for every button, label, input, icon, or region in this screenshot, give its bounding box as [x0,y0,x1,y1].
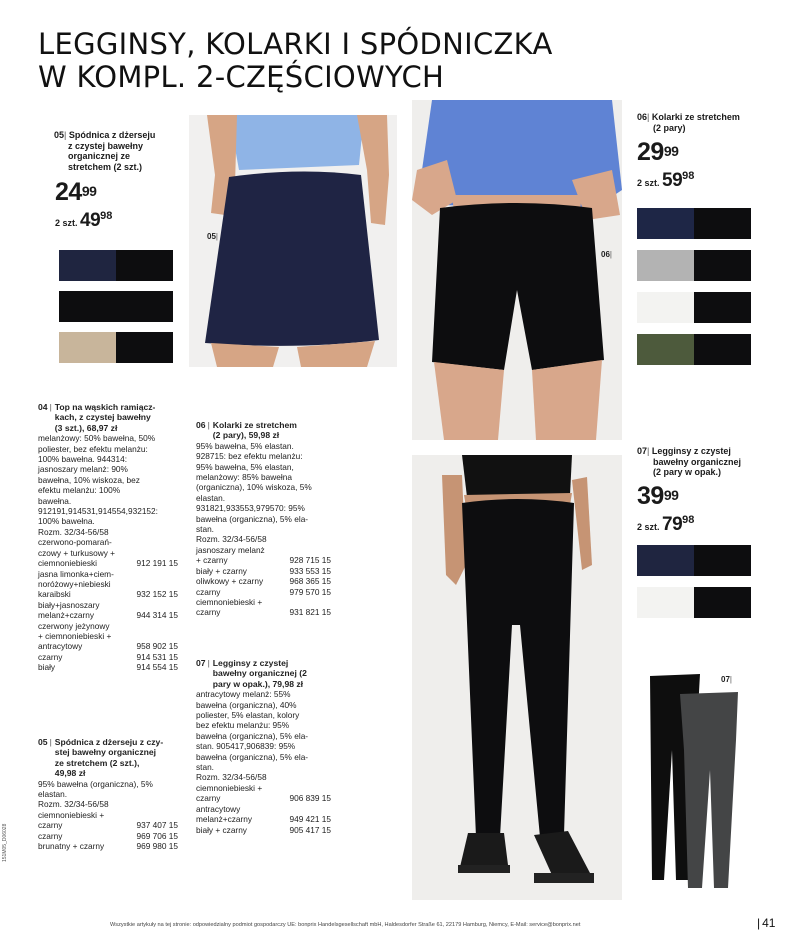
desc-04-body: melanżowy: 50% bawełna, 50% poliester, bez efektu melanżu: 100% bawełna. 944314: jasnoszary melanż: 90% bawełna, 10% wiskoza, bez efektu melanżu: 100% bawełna. 912191,914531,914554,932152: 100% bawełna. Rozm. 32/34-56/58 [38,433,158,537]
article-code: 933 553 15 [289,565,331,576]
color-name: biały + czarny [196,565,247,576]
article-code: 979 570 15 [289,586,331,597]
code-row [196,597,331,618]
color-swatch [694,334,751,365]
color-swatch [116,332,173,363]
color-swatch [637,292,694,323]
page-number: | 41 [757,916,776,930]
product-07-price: $39^{99}$ [637,482,679,510]
desc-06: 06 | Kolarki ze stretchem (2 pary), 59,98 zł 95% bawełna, 5% elastan. 928715: bez efektu melanżu: 95% bawełna, 5% elastan, melanżowy: 85% bawełna (organiczna), 10% wiskoza, 5% elastan. 931821,933553,979570: 95% bawełna (organiczna), 5% ela- stan. Rozm. 32/34-56/58 jasnoszary melanż + czarny 928 715 15 biały + czarny 933 553 15 oliwkowy + czarny 968 365 15 czarny 979 570 15 ciemnoniebieski + czarny 931 821 15 [196,420,331,618]
code-row [196,804,331,825]
photo-06-tag: 06| [601,250,612,259]
color-swatch [637,334,694,365]
product-07-price-two: 2 szt. $79^{98}$ [637,514,695,535]
desc-04-codes [38,537,178,672]
code-row [38,841,178,851]
color-name: jasnoszary melanż + czarny [196,544,265,566]
color-name: czarny [38,830,63,841]
code-row [38,831,178,841]
article-code: 905 417 15 [289,824,331,835]
product-07-name-2: bawełny organicznej [653,456,742,467]
color-swatch [59,250,116,281]
color-swatch [637,545,694,576]
color-name: ciemnoniebieski + czarny [196,782,263,804]
product-05-name-2: z czystej bawełny [68,140,144,151]
desc-06-head: Kolarki ze stretchem (2 pary), 59,98 zł [212,420,297,441]
article-code: 906 839 15 [289,793,331,804]
product-06-price: $29^{99}$ [637,138,679,166]
code-row [196,783,331,804]
side-code: 151M05_D06028 [2,823,8,862]
article-code: 912 191 15 [136,558,178,569]
footer-legal: Wszystkie artykuły na tej stronie: odpowiedzialny podmiot gospodarczy UE: bonprix Handelsgesellschaft mbH, Haldesdorfer Straße 61, 22179 Hamburg, Niemcy, E-Mail: service@bonprix.net [110,922,581,928]
desc-05-body: 95% bawełna (organiczna), 5% elastan. Rozm. 32/34-56/58 [38,778,153,810]
page-title [38,28,553,94]
color-name: czarny [38,651,63,662]
product-05-name-3: organicznej ze [68,151,131,161]
code-row [38,600,178,621]
desc-05: 05 | Spódnica z dżerseju z czy- stej bawełny organicznej ze stretchem (2 szt.), 49,98 zł 95% bawełna (organiczna), 5% elastan. Rozm. 32/34-56/58 ciemnoniebieski + czarny 937 407 15 czarny 969 706 15 brunatny + czarny 969 980 15 [38,737,178,852]
article-code: 968 365 15 [289,576,331,587]
article-code: 937 407 15 [136,820,178,831]
title-line-1: LEGGINSY, KOLARKI I SPÓDNICZKA [38,27,553,61]
product-07-name-3: (2 pary w opak.) [653,467,722,477]
code-row [38,537,178,568]
color-swatch [116,250,173,281]
photo-07-tag: 07| [721,675,732,684]
color-name: brunatny + czarny [38,841,105,852]
skirt-photo [189,115,397,367]
article-code: 969 706 15 [136,830,178,841]
desc-07-codes [196,783,331,835]
desc-07: 07 | Legginsy z czystej bawełny organicznej (2 pary w opak.), 79,98 zł antracytowy melanż: 55% bawełna (organiczna), 40% poliester, 5% elastan, kolory bez efektu melanżu: 95% bawełna (organiczna), 5% ela- stan. 905417,906839: 95% bawełna (organiczna), 5% ela- stan. Rozm. 32/34-56/58 ciemnoniebieski + czarny 906 839 15 antracytowy melanż+czarny 949 421 15 biały + czarny 905 417 15 [196,658,331,835]
article-code: 914 531 15 [136,651,178,662]
color-name: ciemnoniebieski + czarny [38,809,105,831]
color-name: czerwony jeżynowy + ciemnoniebieski + antracytowy [38,620,112,652]
product-06-price-two: 2 szt. $59^{98}$ [637,170,695,191]
product-06-name-1: Kolarki ze stretchem [651,112,740,122]
desc-06-body: 95% bawełna, 5% elastan. 928715: bez efektu melanżu: 95% bawełna, 5% elastan, melanżowy: 85% bawełna (organiczna), 10% wiskoza, 5% elastan. 931821,933553,979570: 95% bawełna (organiczna), 5% ela- stan. Rozm. 32/34-56/58 [196,440,312,545]
article-code: 928 715 15 [289,555,331,566]
article-code: 914 554 15 [136,662,178,673]
code-row [196,576,331,586]
product-07-name-1: Legginsy z czystej [651,446,731,456]
color-name: ciemnoniebieski + czarny [196,596,263,618]
product-06-name-2: (2 pary) [653,122,686,133]
product-05-price-two: 2 szt. $49^{98}$ [55,210,113,231]
color-swatch [637,250,694,281]
color-name: czerwono-pomarań- czowy + turkusowy + ciemnoniebieski [38,537,116,569]
desc-07-head: Legginsy z czystej bawełny organicznej (2 pary w opak.), 79,98 zł [212,658,307,689]
color-swatch [694,545,751,576]
product-06-label: 06| Kolarki ze stretchem (2 pary) [637,112,767,133]
code-row [38,810,178,831]
photo-05-tag: 05| [207,232,218,241]
code-row [38,662,178,672]
color-name: biały+jasnoszary melanż+czarny [38,599,100,621]
bike-shorts-photo [412,100,622,440]
product-07-label: 07| Legginsy z czystej bawełny organicznej (2 pary w opak.) [637,446,777,478]
color-swatch [694,292,751,323]
desc-05-codes [38,810,178,852]
color-swatch [637,208,694,239]
color-name: biały [38,662,56,673]
desc-06-codes [196,545,331,618]
color-swatch [116,291,173,322]
product-05-price: $24^{99}$ [55,178,97,206]
leggings-flat-photo [640,670,745,900]
product-05-label: 05| Spódnica z dżerseju z czystej bawełny organicznej ze stretchem (2 szt.) [54,130,184,172]
color-name: biały + czarny [196,824,247,835]
color-name: czarny [196,586,221,597]
title-line-2: W KOMPL. 2-CZĘŚCIOWYCH [38,60,445,94]
desc-04-head: Top na wąskich ramiącz- kach, z czystej bawełny (3 szt.), 68,97 zł [54,402,156,433]
color-name: oliwkowy + czarny [196,576,264,587]
code-row [196,545,331,566]
code-row [38,621,178,652]
desc-04: 04 | Top na wąskich ramiącz- kach, z czystej bawełny (3 szt.), 68,97 zł melanżowy: 50% bawełna, 50% poliester, bez efektu melanżu: 100% bawełna. 944314: jasnoszary melanż: 90% bawełna, 10% wiskoza, bez efektu melanżu: 100% bawełna. 912191,914531,914554,932152: 100% bawełna. Rozm. 32/34-56/58 czerwono-pomarań- czowy + turkusowy + ciemnoniebieski 912 191 15 jasna limonka+ciem- noróżowy+niebieski karaibski 932 152 15 biały+jasnoszary melanż+czarny 944 314 15 czerwony jeżynowy + ciemnoniebieski + antracytowy 958 902 15 czarny 914 531 15 biały 914 554 15 [38,402,178,673]
product-05-name-4: stretchem (2 szt.) [68,161,143,172]
color-swatch [694,208,751,239]
color-name: jasna limonka+ciem- noróżowy+niebieski karaibski [38,568,114,600]
article-code: 932 152 15 [136,589,178,600]
code-row [196,566,331,576]
code-row [38,652,178,662]
color-swatch [637,587,694,618]
color-swatch [694,587,751,618]
article-code: 944 314 15 [136,610,178,621]
article-code: 958 902 15 [136,641,178,652]
code-row [38,569,178,600]
product-05-number: 05 [54,130,65,140]
color-swatch [694,250,751,281]
leggings-model-photo [412,455,622,900]
article-code: 931 821 15 [289,607,331,618]
code-row [196,825,331,835]
color-swatch [59,332,116,363]
code-row [196,587,331,597]
article-code: 949 421 15 [289,814,331,825]
product-05-name-1: Spódnica z dżerseju [68,130,156,140]
desc-07-body: antracytowy melanż: 55% bawełna (organiczna), 40% poliester, 5% elastan, kolory bez efektu melanżu: 95% bawełna (organiczna), 5% ela- stan. 905417,906839: 95% bawełna (organiczna), 5% ela- stan. Rozm. 32/34-56/58 [196,689,309,783]
desc-05-head: Spódnica z dżerseju z czy- stej bawełny organicznej ze stretchem (2 szt.), 49,98 zł [54,737,164,779]
color-swatch [59,291,116,322]
article-code: 969 980 15 [136,841,178,852]
color-name: antracytowy melanż+czarny [196,803,253,825]
